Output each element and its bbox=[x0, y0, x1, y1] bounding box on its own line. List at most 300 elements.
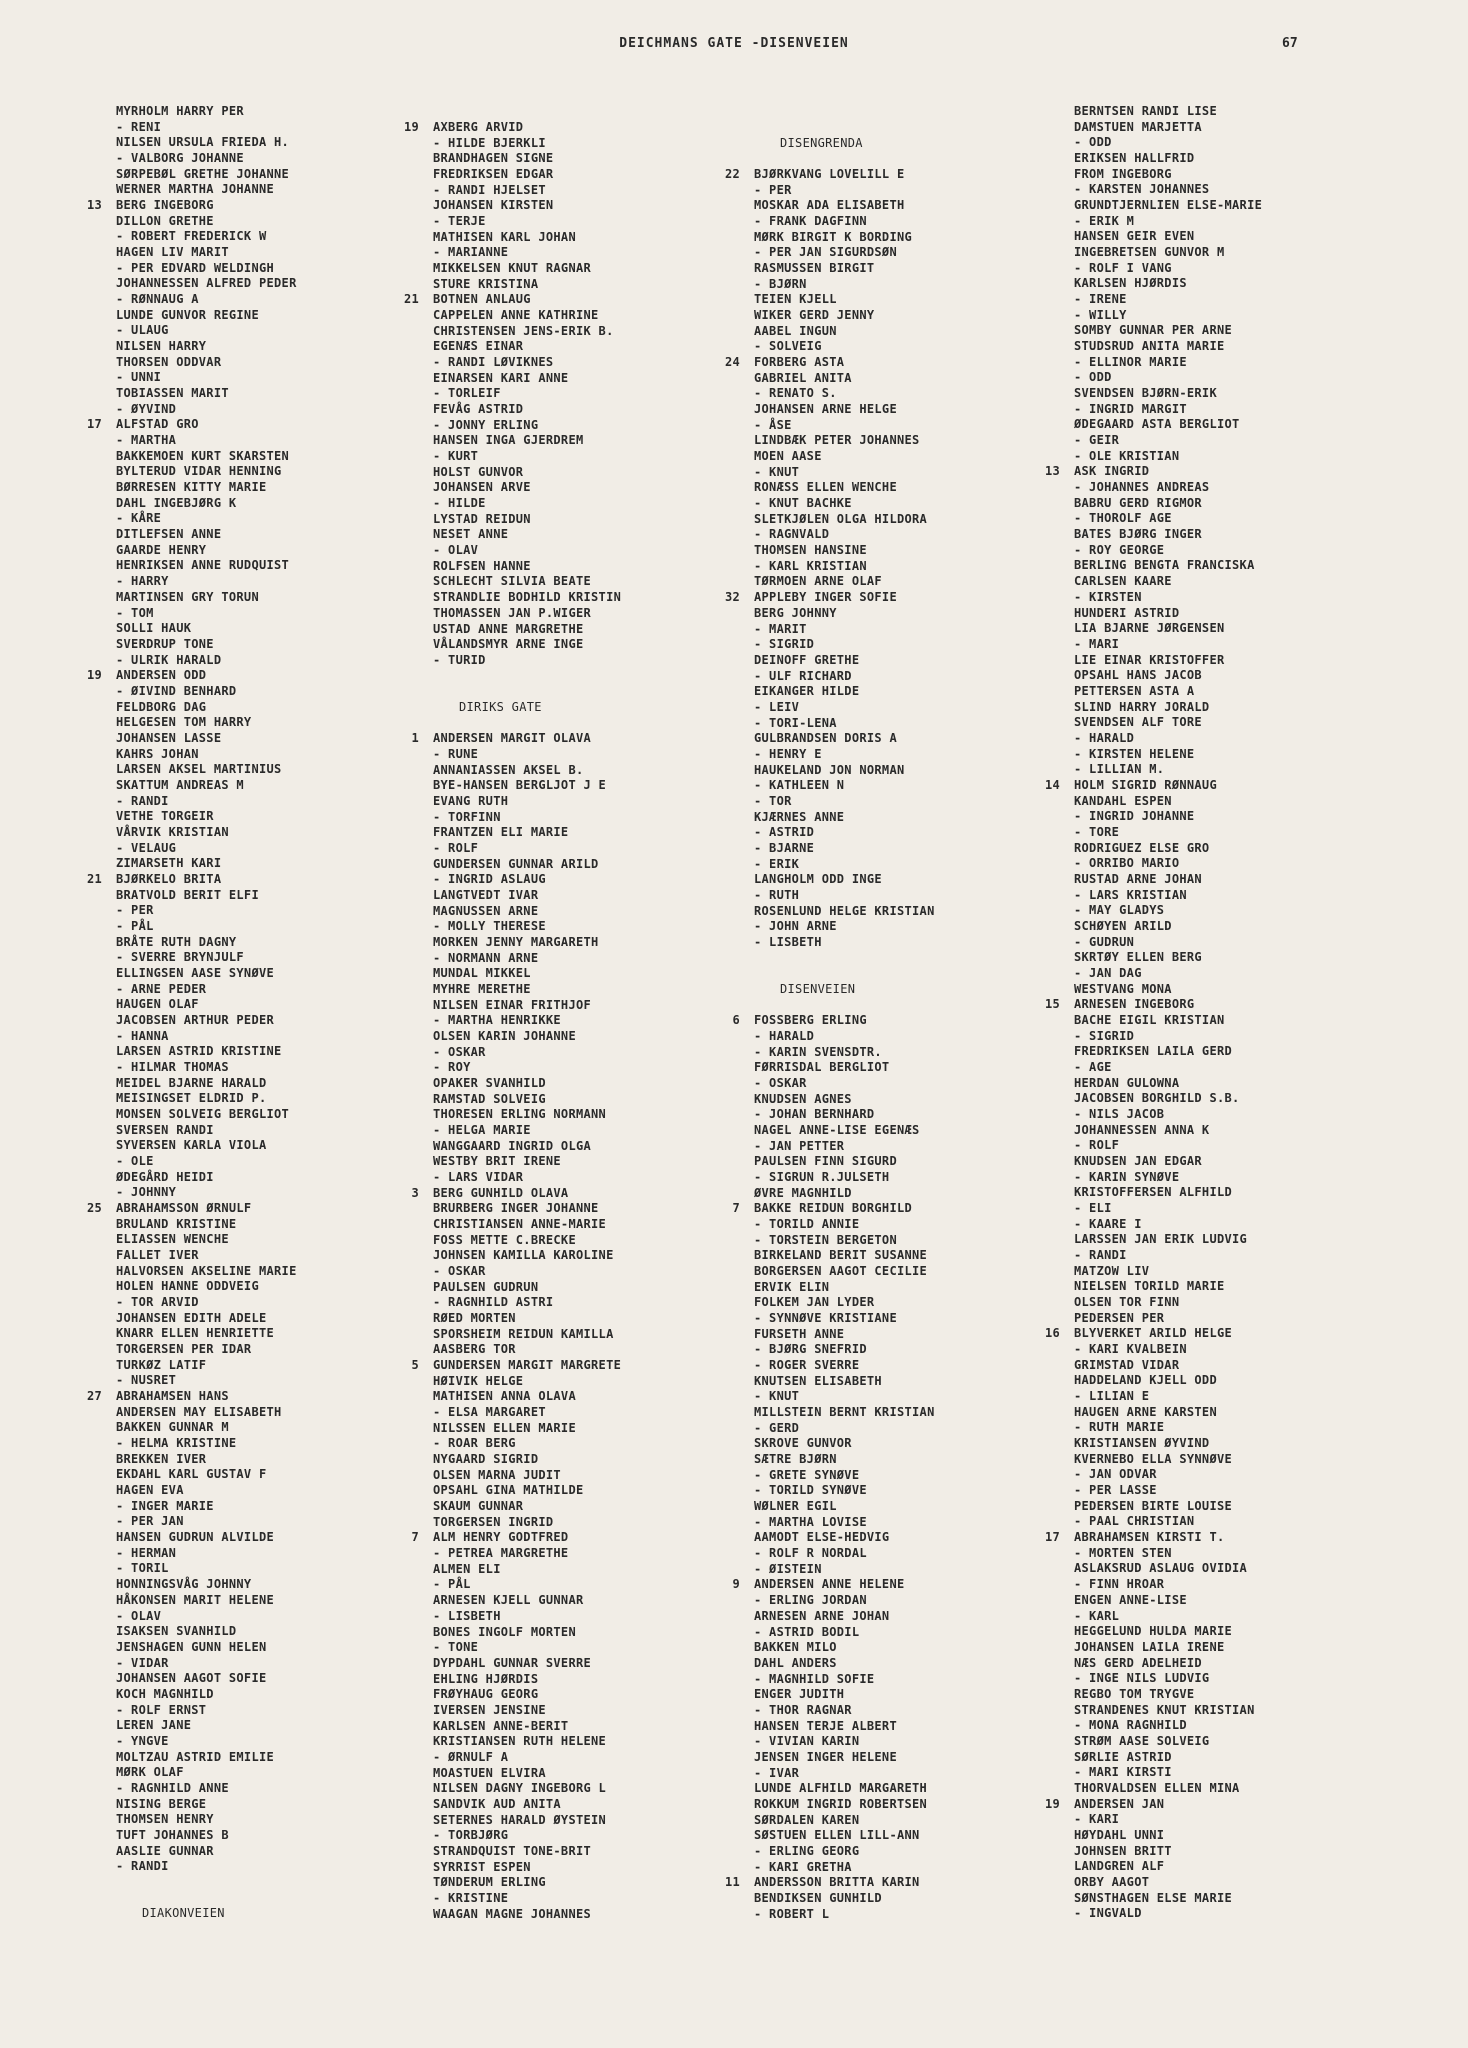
directory-entry bbox=[433, 1656, 621, 1672]
resident-name: BRÅTE RUTH DAGNY bbox=[116, 934, 237, 949]
resident-name: BOTNEN ANLAUG bbox=[433, 292, 531, 307]
directory-entry bbox=[116, 1687, 297, 1703]
directory-entry bbox=[754, 1750, 935, 1766]
resident-name: - RØNNAUG A bbox=[116, 292, 199, 307]
resident-name: KNUDSEN AGNES bbox=[754, 1091, 852, 1106]
directory-entry bbox=[754, 998, 935, 1014]
directory-entry bbox=[116, 1295, 297, 1311]
resident-name: SVENDSEN ALF TORE bbox=[1074, 715, 1202, 730]
directory-entry bbox=[116, 903, 297, 919]
resident-name: - LEIV bbox=[754, 699, 800, 714]
directory-entry bbox=[754, 1248, 935, 1264]
directory-entry bbox=[411, 1358, 622, 1374]
directory-entry bbox=[433, 1687, 621, 1703]
directory-entry bbox=[1074, 621, 1262, 637]
directory-entry bbox=[1074, 1499, 1262, 1515]
resident-name: - TOR ARVID bbox=[116, 1295, 199, 1310]
resident-name: LIA BJARNE JØRGENSEN bbox=[1074, 621, 1225, 636]
directory-entry bbox=[116, 966, 297, 982]
directory-entry bbox=[433, 857, 621, 873]
directory-entry bbox=[754, 951, 935, 967]
directory-entry bbox=[116, 935, 297, 951]
directory-entry bbox=[116, 778, 297, 794]
resident-name: - TORILD SYNØVE bbox=[754, 1483, 867, 1498]
directory-entry bbox=[1074, 1718, 1262, 1734]
directory-entry bbox=[754, 418, 935, 434]
resident-name: DEINOFF GRETHE bbox=[754, 652, 860, 667]
resident-name: LARSEN ASTRID KRISTINE bbox=[116, 1044, 282, 1059]
resident-name: - MARTHA bbox=[116, 433, 177, 448]
directory-entry bbox=[754, 1703, 935, 1719]
resident-name: ZIMARSETH KARI bbox=[116, 856, 222, 871]
resident-name: - NUSRET bbox=[116, 1373, 177, 1388]
resident-name: - ØRNULF A bbox=[433, 1749, 509, 1764]
directory-entry bbox=[116, 370, 297, 386]
resident-name: - ÅSE bbox=[754, 417, 792, 432]
directory-entry bbox=[1074, 417, 1262, 433]
directory-entry bbox=[754, 480, 935, 496]
directory-entry bbox=[433, 1813, 621, 1829]
directory-entry bbox=[1074, 794, 1262, 810]
resident-name: JACOBSEN ARTHUR PEDER bbox=[116, 1012, 275, 1027]
directory-entry bbox=[754, 653, 935, 669]
resident-name: - TORIL bbox=[116, 1561, 169, 1576]
directory-entry bbox=[754, 825, 935, 841]
resident-name: AAMODT ELSE-HEDVIG bbox=[754, 1530, 890, 1545]
resident-name: - ROAR BERG bbox=[433, 1436, 516, 1451]
house-number: 3 bbox=[411, 1185, 419, 1200]
resident-name: - LARS VIDAR bbox=[433, 1170, 524, 1185]
resident-name: MOEN AASE bbox=[754, 449, 822, 464]
resident-name: OLSEN MARNA JUDIT bbox=[433, 1467, 561, 1482]
resident-name: SØSTUEN ELLEN LILL-ANN bbox=[754, 1828, 920, 1843]
directory-entry bbox=[754, 1139, 935, 1155]
resident-name: - MAGNHILD SOFIE bbox=[754, 1671, 875, 1686]
directory-entry bbox=[433, 669, 621, 685]
house-number: 5 bbox=[411, 1358, 419, 1373]
directory-entry bbox=[116, 888, 297, 904]
resident-name: LEREN JANE bbox=[116, 1718, 192, 1733]
directory-entry bbox=[754, 1625, 935, 1641]
resident-name: SKATTUM ANDREAS M bbox=[116, 777, 244, 792]
resident-name: MORKEN JENNY MARGARETH bbox=[433, 934, 599, 949]
directory-entry bbox=[1074, 1358, 1262, 1374]
house-number: 13 bbox=[86, 198, 102, 213]
directory-entry bbox=[116, 1044, 297, 1060]
resident-name: - ELLINOR MARIE bbox=[1074, 354, 1187, 369]
resident-name: - YNGVE bbox=[116, 1733, 169, 1748]
directory-entry bbox=[754, 386, 935, 402]
directory-entry bbox=[116, 292, 297, 308]
resident-name: - RENATO S. bbox=[754, 386, 837, 401]
directory-entry bbox=[433, 1499, 621, 1515]
resident-name: OLSEN KARIN JOHANNE bbox=[433, 1028, 576, 1043]
house-number: 19 bbox=[403, 120, 419, 134]
directory-entry bbox=[754, 198, 935, 214]
directory-entry bbox=[116, 1514, 297, 1530]
directory-entry bbox=[116, 1279, 297, 1295]
resident-name: WESTBY BRIT IRENE bbox=[433, 1154, 561, 1169]
directory-entry bbox=[754, 935, 935, 951]
directory-entry bbox=[1074, 590, 1262, 606]
resident-name: - PER JAN bbox=[116, 1514, 184, 1529]
directory-entry bbox=[754, 1860, 935, 1876]
directory-entry bbox=[116, 1734, 297, 1750]
resident-name: APPLEBY INGER SOFIE bbox=[754, 590, 897, 605]
resident-name: JOHANSEN EDITH ADELE bbox=[116, 1310, 267, 1325]
directory-entry bbox=[754, 1217, 935, 1233]
directory-entry bbox=[754, 731, 935, 747]
directory-entry bbox=[1074, 1640, 1262, 1656]
directory-entry bbox=[433, 888, 621, 904]
directory-entry bbox=[116, 637, 297, 653]
directory-entry bbox=[1074, 370, 1262, 386]
directory-entry bbox=[1074, 809, 1262, 825]
directory-entry bbox=[433, 277, 621, 293]
directory-entry bbox=[1074, 715, 1262, 731]
resident-name: BATES BJØRG INGER bbox=[1074, 527, 1202, 542]
resident-name: - INGE NILS LUDVIG bbox=[1074, 1671, 1210, 1686]
resident-name: - TURID bbox=[433, 652, 486, 667]
resident-name: - VIDAR bbox=[116, 1655, 169, 1670]
directory-entry bbox=[754, 622, 935, 638]
resident-name: - GUDRUN bbox=[1074, 934, 1135, 949]
directory-entry bbox=[1074, 856, 1262, 872]
resident-name: - RAGNHILD ASTRI bbox=[433, 1295, 554, 1310]
resident-name: - RANDI bbox=[1074, 1248, 1127, 1263]
directory-entry bbox=[433, 1327, 621, 1343]
resident-name: FOLKEM JAN LYDER bbox=[754, 1295, 875, 1310]
resident-name: IVERSEN JENSINE bbox=[433, 1702, 546, 1717]
directory-entry bbox=[754, 245, 935, 261]
directory-entry bbox=[1074, 1812, 1262, 1828]
resident-name: - SIGRID bbox=[754, 637, 815, 652]
resident-name: - KIRSTEN bbox=[1074, 589, 1142, 604]
resident-name: FREDRIKSEN EDGAR bbox=[433, 167, 554, 182]
directory-entry bbox=[433, 653, 621, 669]
directory-entry bbox=[754, 1734, 935, 1750]
resident-name: ORBY AAGOT bbox=[1074, 1874, 1150, 1889]
resident-name: - MARIANNE bbox=[433, 245, 509, 260]
resident-name: - ROLF I VANG bbox=[1074, 260, 1172, 275]
resident-name: SYRRIST ESPEN bbox=[433, 1859, 531, 1874]
directory-entry bbox=[754, 292, 935, 308]
directory-entry bbox=[1074, 1483, 1262, 1499]
directory-entry bbox=[433, 465, 621, 481]
directory-entry bbox=[433, 982, 621, 998]
directory-entry bbox=[433, 151, 621, 167]
directory-entry bbox=[754, 637, 935, 653]
resident-name: MIKKELSEN KNUT RAGNAR bbox=[433, 261, 592, 276]
directory-entry bbox=[754, 1672, 935, 1688]
resident-name: - MORTEN STEN bbox=[1074, 1545, 1172, 1560]
resident-name: - HARRY bbox=[116, 574, 169, 589]
house-number: 14 bbox=[1044, 777, 1060, 792]
resident-name: - PER LASSE bbox=[1074, 1483, 1157, 1498]
resident-name: ABRAHAMSEN HANS bbox=[116, 1389, 229, 1404]
resident-name: FALLET IVER bbox=[116, 1248, 199, 1263]
resident-name: - RANDI HJELSET bbox=[433, 182, 546, 197]
directory-entry bbox=[1074, 1546, 1262, 1562]
resident-name: WIKER GERD JENNY bbox=[754, 308, 875, 323]
resident-name: - PÅL bbox=[433, 1577, 471, 1592]
directory-entry bbox=[1044, 464, 1262, 480]
directory-entry bbox=[433, 590, 621, 606]
directory-entry bbox=[1074, 1436, 1262, 1452]
directory-entry bbox=[116, 762, 297, 778]
directory-entry bbox=[1074, 1750, 1262, 1766]
resident-name: ARNESEN ARNE JOHAN bbox=[754, 1608, 890, 1623]
directory-entry bbox=[116, 1342, 297, 1358]
directory-entry bbox=[754, 1499, 935, 1515]
directory-entry bbox=[724, 590, 935, 606]
house-number: 32 bbox=[724, 590, 740, 605]
directory-entry bbox=[86, 871, 297, 888]
resident-name: - ROBERT L bbox=[754, 1906, 830, 1921]
directory-entry bbox=[116, 1013, 297, 1029]
resident-name: - RUTH bbox=[754, 887, 800, 902]
resident-name: JOHANSEN LAILA IRENE bbox=[1074, 1639, 1225, 1654]
directory-entry bbox=[754, 1029, 935, 1045]
directory-entry bbox=[116, 1138, 297, 1154]
resident-name: ABRAHAMSSON ØRNULF bbox=[116, 1201, 252, 1216]
directory-entry bbox=[1074, 935, 1262, 951]
directory-entry bbox=[1074, 1264, 1262, 1280]
directory-entry bbox=[1074, 1609, 1262, 1625]
resident-name: - OLAV bbox=[116, 1608, 162, 1623]
resident-name: NISING BERGE bbox=[116, 1796, 207, 1811]
directory-entry bbox=[433, 1797, 621, 1813]
resident-name: KRISTOFFERSEN ALFHILD bbox=[1074, 1185, 1233, 1200]
directory-entry bbox=[1074, 261, 1262, 277]
resident-name: FELDBORG DAG bbox=[116, 699, 207, 714]
resident-name: LANDGREN ALF bbox=[1074, 1859, 1165, 1874]
resident-name: LARSEN AKSEL MARTINIUS bbox=[116, 762, 282, 777]
directory-entry bbox=[1074, 511, 1262, 527]
directory-entry bbox=[1074, 198, 1262, 214]
resident-name: MYRHOLM HARRY PER bbox=[116, 104, 244, 118]
directory-entry bbox=[433, 1295, 621, 1311]
directory-entry bbox=[754, 857, 935, 873]
resident-name: - ØYVIND bbox=[116, 401, 177, 416]
directory-entry bbox=[433, 512, 621, 528]
directory-entry bbox=[754, 543, 935, 559]
directory-entry bbox=[116, 606, 297, 622]
resident-name: FREDRIKSEN LAILA GERD bbox=[1074, 1044, 1233, 1059]
resident-name: - KNUT bbox=[754, 1389, 800, 1404]
directory-entry bbox=[116, 731, 297, 747]
resident-name: - KRISTINE bbox=[433, 1890, 509, 1905]
resident-name: GAARDE HENRY bbox=[116, 542, 207, 557]
resident-name: RØED MORTEN bbox=[433, 1311, 516, 1326]
resident-name: - GERD bbox=[754, 1420, 800, 1435]
resident-name: VÅRVIK KRISTIAN bbox=[116, 824, 229, 839]
resident-name: BJØRKVANG LOVELILL E bbox=[754, 167, 905, 182]
directory-entry bbox=[433, 919, 621, 935]
resident-name: - KARIN SYNØVE bbox=[1074, 1169, 1180, 1184]
resident-name: - ROY GEORGE bbox=[1074, 542, 1165, 557]
resident-name: HAUKELAND JON NORMAN bbox=[754, 762, 905, 777]
resident-name: STURE KRISTINA bbox=[433, 276, 539, 291]
resident-name: - RAGNHILD ANNE bbox=[116, 1780, 229, 1795]
directory-entry bbox=[116, 1467, 297, 1483]
resident-name: RAMSTAD SOLVEIG bbox=[433, 1091, 546, 1106]
directory-entry bbox=[433, 1436, 621, 1452]
resident-name: - JOHAN BERNHARD bbox=[754, 1107, 875, 1122]
directory-entry bbox=[116, 120, 297, 136]
resident-name: - SIGRID bbox=[1074, 1028, 1135, 1043]
resident-name: HOLST GUNVOR bbox=[433, 464, 524, 479]
directory-entry bbox=[116, 1483, 297, 1499]
resident-name: SLIND HARRY JORALD bbox=[1074, 699, 1210, 714]
directory-entry bbox=[433, 810, 621, 826]
resident-name: SØNSTHAGEN ELSE MARIE bbox=[1074, 1890, 1233, 1905]
directory-entry bbox=[754, 904, 935, 920]
resident-name: FRANTZEN ELI MARIE bbox=[433, 825, 569, 840]
resident-name: - MAY GLADYS bbox=[1074, 903, 1165, 918]
house-number: 16 bbox=[1044, 1326, 1060, 1341]
resident-name: NILSEN DAGNY INGEBORG L bbox=[433, 1781, 607, 1796]
resident-name: JOHANSEN AAGOT SOFIE bbox=[116, 1671, 267, 1686]
directory-entry bbox=[116, 621, 297, 637]
directory-entry bbox=[1074, 1734, 1262, 1750]
resident-name: - HILDE BJERKLI bbox=[433, 135, 546, 150]
resident-name: BAKKEN MILO bbox=[754, 1640, 837, 1655]
directory-entry bbox=[754, 888, 935, 904]
directory-entry bbox=[1074, 1859, 1262, 1875]
directory-entry bbox=[754, 1452, 935, 1468]
resident-name: - ULF RICHARD bbox=[754, 668, 852, 683]
resident-name: - RANDI LØVIKNES bbox=[433, 355, 554, 370]
directory-entry bbox=[433, 167, 621, 183]
resident-name: EGENÆS EINAR bbox=[433, 339, 524, 354]
resident-name: ENGER JUDITH bbox=[754, 1687, 845, 1702]
resident-name: MYHRE MERETHE bbox=[433, 981, 531, 996]
resident-name: - THOROLF AGE bbox=[1074, 511, 1172, 526]
resident-name: NIELSEN TORILD MARIE bbox=[1074, 1279, 1225, 1294]
resident-name: SANDVIK AUD ANITA bbox=[433, 1796, 561, 1811]
directory-entry bbox=[754, 1107, 935, 1123]
resident-name: MONSEN SOLVEIG BERGLIOT bbox=[116, 1107, 290, 1121]
resident-name: - ULRIK HARALD bbox=[116, 652, 222, 667]
resident-name: LUNDE GUNVOR REGINE bbox=[116, 307, 259, 322]
directory-entry bbox=[116, 1107, 297, 1123]
resident-name: - ASTRID BODIL bbox=[754, 1624, 860, 1639]
resident-name: MØRK OLAF bbox=[116, 1765, 184, 1780]
directory-entry bbox=[116, 402, 297, 418]
resident-name: EVANG RUTH bbox=[433, 793, 509, 808]
resident-name: - AGE bbox=[1074, 1059, 1112, 1074]
resident-name: - HANNA bbox=[116, 1028, 169, 1043]
house-number: 21 bbox=[86, 871, 102, 886]
directory-column-4 bbox=[1044, 104, 1263, 1922]
resident-name: BERG JOHNNY bbox=[754, 605, 837, 620]
resident-name: THORESEN ERLING NORMANN bbox=[433, 1107, 607, 1122]
resident-name: BIRKELAND BERIT SUSANNE bbox=[754, 1248, 928, 1263]
resident-name: JOHNSEN KAMILLA KAROLINE bbox=[433, 1248, 614, 1263]
directory-entry bbox=[433, 1311, 621, 1327]
resident-name: PAULSEN GUDRUN bbox=[433, 1279, 539, 1294]
resident-name: MAGNUSSEN ARNE bbox=[433, 903, 539, 918]
resident-name: - ODD bbox=[1074, 135, 1112, 150]
resident-name: FOSSBERG ERLING bbox=[754, 1013, 867, 1028]
resident-name: - LARS KRISTIAN bbox=[1074, 887, 1187, 902]
directory-entry bbox=[116, 997, 297, 1013]
directory-entry bbox=[1074, 700, 1262, 716]
resident-name: - OLE KRISTIAN bbox=[1074, 448, 1180, 463]
directory-entry bbox=[754, 1609, 935, 1625]
directory-entry bbox=[433, 1374, 621, 1390]
directory-entry bbox=[116, 1420, 297, 1436]
resident-name: - TORE bbox=[1074, 824, 1120, 839]
directory-entry bbox=[754, 1907, 935, 1923]
directory-entry bbox=[1044, 777, 1262, 794]
resident-name: FØRRISDAL BERGLIOT bbox=[754, 1060, 890, 1075]
directory-entry bbox=[1074, 449, 1262, 465]
directory-entry bbox=[116, 825, 297, 841]
resident-name: NAGEL ANNE-LISE EGENÆS bbox=[754, 1123, 920, 1137]
resident-name: - UNNI bbox=[116, 370, 162, 385]
directory-entry bbox=[1074, 1405, 1262, 1421]
directory-entry bbox=[1074, 1311, 1262, 1327]
resident-name: STRANDQUIST TONE-BRIT bbox=[433, 1843, 592, 1858]
directory-entry bbox=[433, 1264, 621, 1280]
resident-name: HERDAN GULOWNA bbox=[1074, 1075, 1180, 1090]
directory-entry bbox=[1074, 480, 1262, 496]
resident-name: PAULSEN FINN SIGURD bbox=[754, 1154, 897, 1169]
resident-name: BRULAND KRISTINE bbox=[116, 1216, 237, 1231]
resident-name: ABRAHAMSEN KIRSTI T. bbox=[1074, 1530, 1225, 1545]
resident-name: - ODD bbox=[1074, 370, 1112, 385]
directory-entry bbox=[116, 496, 297, 512]
resident-name: - ELSA MARGARET bbox=[433, 1405, 546, 1420]
directory-entry bbox=[116, 747, 297, 763]
directory-entry bbox=[433, 1766, 621, 1782]
resident-name: - KURT bbox=[433, 449, 479, 464]
directory-entry bbox=[1074, 1593, 1262, 1609]
resident-name: PEDERSEN BIRTE LOUISE bbox=[1074, 1498, 1233, 1513]
directory-entry bbox=[86, 1201, 297, 1217]
directory-entry bbox=[754, 716, 935, 732]
resident-name: MARTINSEN GRY TORUN bbox=[116, 589, 259, 604]
directory-entry bbox=[754, 324, 935, 340]
resident-name: - MONA RAGNHILD bbox=[1074, 1718, 1187, 1733]
house-number: 7 bbox=[411, 1530, 419, 1545]
resident-name: EIKANGER HILDE bbox=[754, 684, 860, 699]
resident-name: GULBRANDSEN DORIS A bbox=[754, 731, 897, 746]
directory-entry bbox=[754, 277, 935, 293]
directory-entry bbox=[1074, 1828, 1262, 1844]
directory-entry bbox=[116, 1844, 297, 1860]
resident-name: USTAD ANNE MARGRETHE bbox=[433, 621, 584, 636]
resident-name: - ROBERT FREDERICK W bbox=[116, 229, 267, 244]
directory-entry bbox=[724, 355, 935, 371]
directory-entry bbox=[116, 339, 297, 355]
directory-entry bbox=[1074, 982, 1262, 998]
directory-entry bbox=[1074, 1232, 1262, 1248]
directory-entry bbox=[116, 182, 297, 198]
directory-entry bbox=[754, 1468, 935, 1484]
resident-name: - KARSTEN JOHANNES bbox=[1074, 182, 1210, 197]
directory-entry bbox=[754, 496, 935, 512]
directory-entry bbox=[754, 1797, 935, 1813]
resident-name: NILSEN HARRY bbox=[116, 339, 207, 354]
resident-name: MOASTUEN ELVIRA bbox=[433, 1765, 546, 1780]
resident-name: - ULAUG bbox=[116, 323, 169, 338]
directory-entry bbox=[116, 1530, 297, 1546]
resident-name: TØRMOEN ARNE OLAF bbox=[754, 574, 882, 589]
resident-name: ALMEN ELI bbox=[433, 1561, 501, 1576]
